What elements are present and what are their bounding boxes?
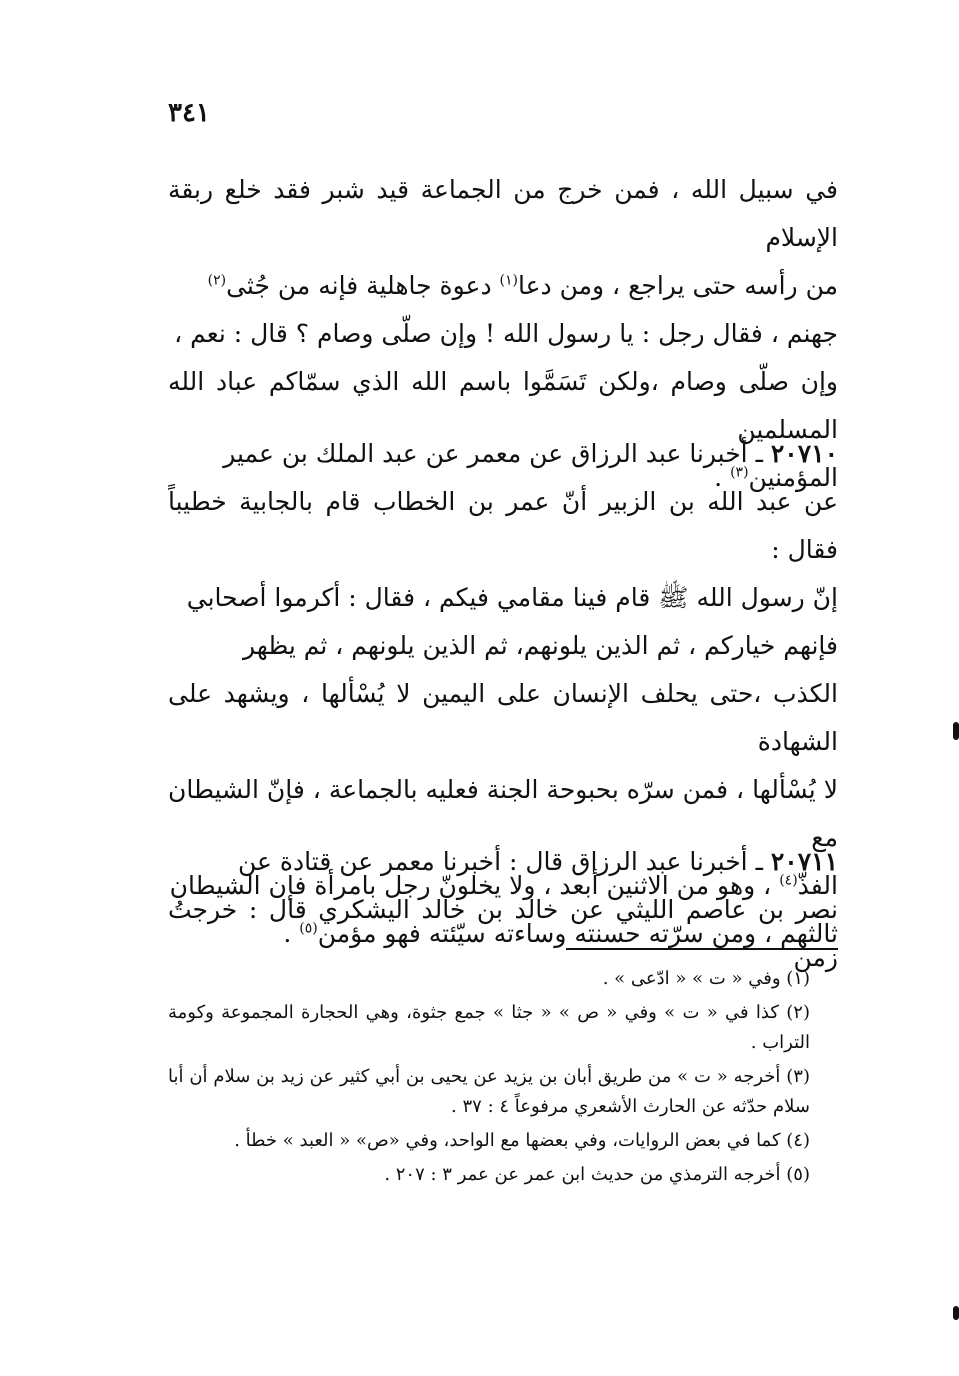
footnote [168, 1126, 838, 1156]
text-line: ٢٠٧١٠ ـ أخبرنا عبد الرزاق عن معمر عن عبد الملك بن عمير [223, 439, 838, 468]
scan-edge-mark [953, 1306, 959, 1320]
text-line: إنّ رسول الله ﷺ قام فينا مقامي فيكم ، فقال : أكرموا أصحابي [186, 583, 838, 612]
footnote-divider [566, 948, 838, 950]
text-line: في سبيل الله ، فمن خرج من الجماعة قيد شبر فقد خلع ربقة الإسلام [168, 175, 838, 252]
footnote-text: كما في بعض الروايات، وفي بعضها مع الواحد، وفي «ص» « العبد » خطأ . [234, 1130, 781, 1151]
footnote-number: (٥) [786, 1164, 810, 1185]
footnote-ref: (٢) [207, 272, 227, 289]
footnote [168, 1062, 838, 1122]
page-number: ٣٤١ [168, 98, 210, 128]
text-line: من رأسه حتى يراجع ، ومن دعا$^{(١)}$ دعوة جاهلية فإنه من جُثى$^{(٢)}$ [207, 271, 838, 300]
scan-edge-mark [953, 722, 959, 740]
text-line: لا يُسْألها ، فمن سرّه بحبوحة الجنة فعليه بالجماعة ، فإنّ الشيطان مع [168, 775, 838, 852]
footnote-number: (٢) [786, 1002, 810, 1023]
text-line: وإن صلّى وصام ،ولكن تَسَمَّوا باسم الله الذي سمّاكم عباد الله المسلمين [168, 367, 838, 444]
footnote [168, 964, 838, 994]
footnote-ref: (٥) [299, 920, 318, 937]
footnote-ref: (٣) [730, 464, 749, 481]
hadith-number: ٢٠٧١١ [770, 847, 838, 876]
text-line: الفذّ$^{(٤)}$ ، وهو من الاثنين أبعد ، ولا يخلونّ رجل بامرأة فإن الشيطان [169, 871, 838, 900]
footnote-ref: (١) [499, 272, 518, 289]
text-line: نصر بن عاصم الليثي عن خالد بن خالد اليشكري قال : خرجتُ زمن [168, 895, 838, 972]
footnote [168, 1160, 838, 1190]
footnote-ref: (٤) [779, 872, 798, 889]
footnote-text: أخرجه الترمذي من حديث ابن عمر عن عمر ٣ : ٢٠٧ . [384, 1164, 781, 1185]
footnote-text: أخرجه « ت » من طريق أبان بن يزيد عن يحيى بن أبي كثير عن زيد بن سلام أن أبا سلام حدّثه عن الحارث الأشعري مرفوعاً ٤ : ٣٧ . [168, 1066, 810, 1117]
text-line: فإنهم خياركم ، ثم الذين يلونهم، ثم الذين يلونهم ، ثم يظهر [243, 631, 838, 660]
hadith-number: ٢٠٧١٠ [770, 439, 838, 468]
footnote-text: كذا في « ت » وفي « ص » « جثا » جمع جثوة، وهي الحجارة المجموعة وكومة التراب . [168, 1002, 810, 1053]
footnote-text: وفي « ت » « ادّعى » . [602, 968, 781, 989]
footnote-number: (١) [786, 968, 810, 989]
footnote [168, 998, 838, 1058]
footnote-number: (٤) [786, 1130, 810, 1151]
text-line: المؤمنين$^{(٣)}$ . [714, 463, 838, 492]
text-line: جهنم ، فقال رجل : يا رسول الله ! وإن صلّى وصام ؟ قال : نعم ، [174, 319, 838, 348]
footnote-number: (٣) [786, 1066, 810, 1087]
footnotes [168, 960, 838, 1192]
text-line: الكذب ،حتى يحلف الإنسان على اليمين لا يُسْألها ، ويشهد على الشهادة [168, 679, 838, 756]
text-line: عن عبد الله بن الزبير أنّ عمر بن الخطاب قام بالجابية خطيباً فقال : [168, 487, 838, 564]
text-line: ثالثهم ، ومن سرّته حسنته وساءته سيّئته فهو مؤمن$^{(٥)}$ . [283, 919, 838, 948]
text-line: ٢٠٧١١ ـ أخبرنا عبد الرزاق قال : أخبرنا معمر عن قتادة عن [238, 847, 838, 876]
